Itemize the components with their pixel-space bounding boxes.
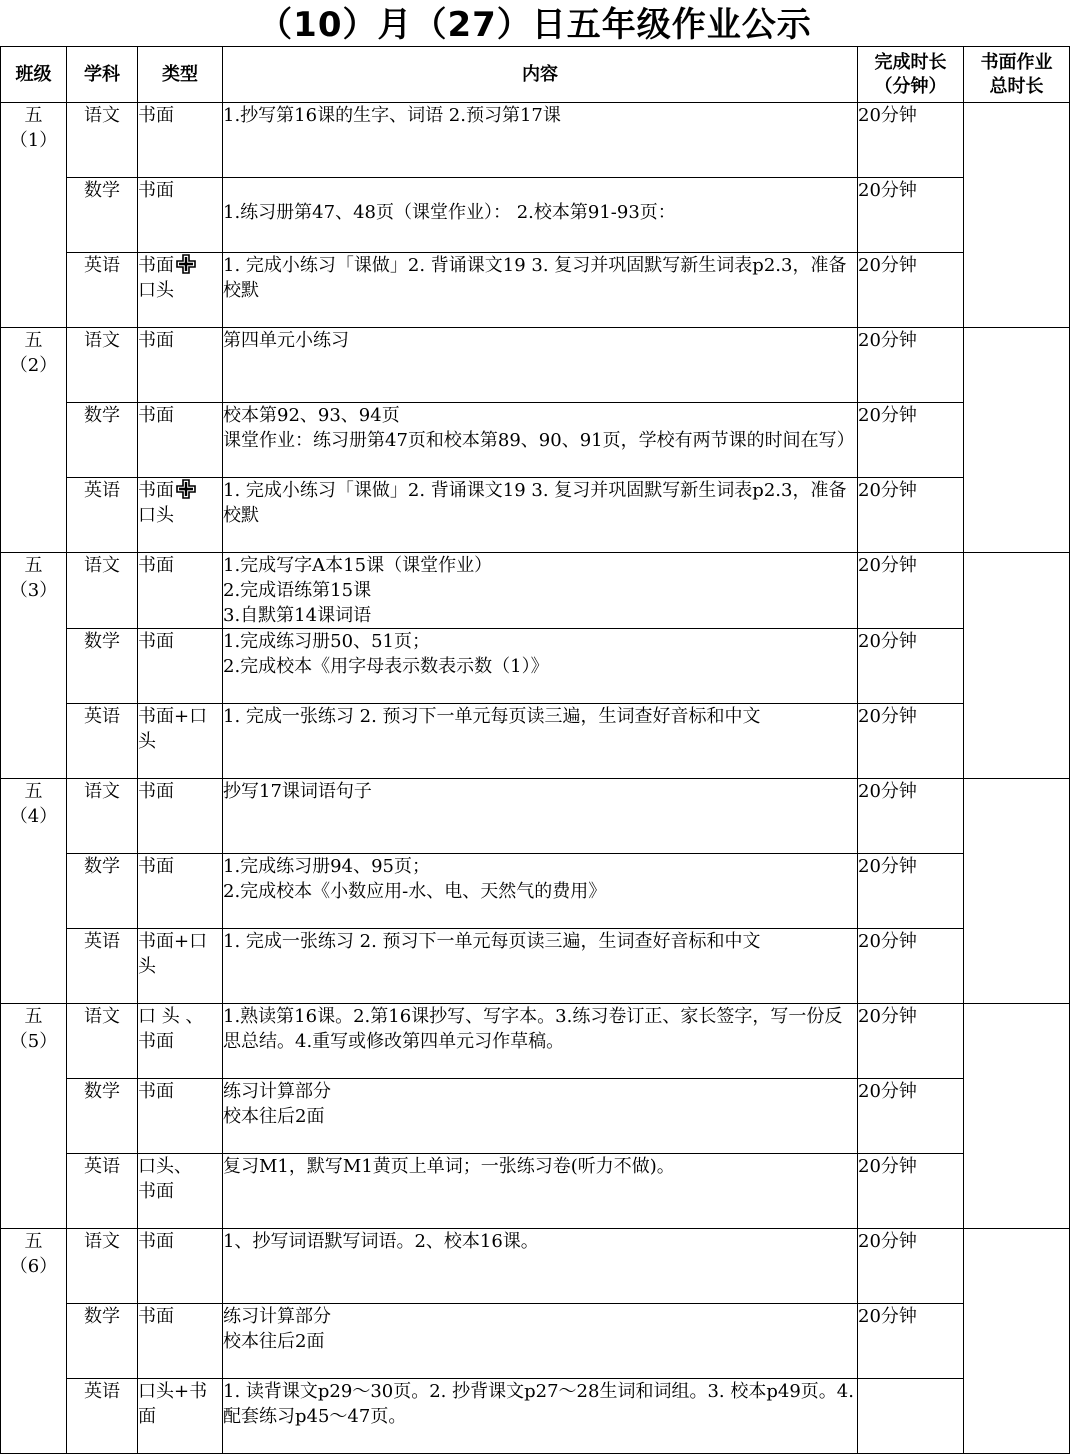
header-duration [858,47,964,103]
header-total-line2: 总时长 [989,75,1044,97]
duration-cell: 20分钟 [858,178,964,253]
table-row [1,854,1070,929]
duration-cell: 20分钟 [858,103,964,178]
table-row [1,103,1070,178]
content-line: 练习计算部分 [223,1306,331,1327]
content-line: 校本往后2面 [223,1106,325,1127]
table-row [1,403,1070,478]
duration-cell: 20分钟 [858,403,964,478]
class-grade: 五 [24,1231,43,1252]
content-cell [223,629,858,704]
type-line: 口头+书面 [138,1381,208,1427]
content-line: 1. 完成一张练习 2. 预习下一单元每页读三遍，生词查好音标和中文 [223,931,761,952]
duration-cell: 20分钟 [858,553,964,629]
duration-cell: 20分钟 [858,1304,964,1379]
content-line: 3.自默第14课词语 [223,605,372,626]
content-cell [223,854,858,929]
subject-cell: 数学 [67,1079,138,1154]
class-cell [1,103,67,328]
table-row [1,1379,1070,1454]
duration-cell: 20分钟 [858,478,964,553]
class-grade: 五 [24,555,43,576]
type-line: 书面 [138,555,174,576]
type-line: 书面 [138,180,174,201]
duration-cell: 20分钟 [858,704,964,779]
type-cell [138,403,223,478]
table-row [1,1304,1070,1379]
table-row [1,629,1070,704]
type-text: 书面 [138,255,174,276]
header-class: 班级 [1,47,67,103]
class-number: （1） [9,130,58,151]
subject-cell: 英语 [67,253,138,328]
type-line: 书面 [138,1031,174,1052]
subject-cell: 数学 [67,854,138,929]
table-row [1,1004,1070,1079]
table-row [1,1229,1070,1304]
content-cell [223,1154,858,1229]
table-row [1,328,1070,403]
content-line: 2.完成校本《用字母表示数表示数（1）》 [223,656,549,677]
subject-cell: 英语 [67,704,138,779]
type-cell [138,553,223,629]
header-subject: 学科 [67,47,138,103]
subject-cell: 英语 [67,478,138,553]
content-line: 第四单元小练习 [223,330,349,351]
content-line: 1.完成练习册94、95页； [223,856,430,877]
type-line: 书面+口头 [138,706,208,752]
type-line: 书面 [138,105,174,126]
content-line: 1. 完成小练习「课做」2. 背诵课文19 3. 复习并巩固默写新生词表p2.3，准备校默 [223,255,847,301]
class-number: （2） [9,355,58,376]
table-row [1,929,1070,1004]
class-grade: 五 [24,330,43,351]
content-cell [223,553,858,629]
content-line: 1.熟读第16课。2.第16课抄写、写字本。3.练习卷订正、家长签字，写一份反思总结。4.重写或修改第四单元习作草稿。 [223,1006,843,1052]
table-body [1,103,1070,1454]
content-cell [223,1004,858,1079]
header-duration-line2: （分钟） [874,75,947,97]
content-line: 1. 完成小练习「课做」2. 背诵课文19 3. 复习并巩固默写新生词表p2.3，准备校默 [223,480,847,526]
duration-cell: 20分钟 [858,929,964,1004]
content-cell [223,929,858,1004]
type-line [138,253,222,278]
content-cell [223,1304,858,1379]
type-line: 书面 [138,1231,174,1252]
content-cell [223,1229,858,1304]
content-line: 1.抄写第16课的生字、词语 2.预习第17课 [223,105,561,126]
class-cell [1,779,67,1004]
header-duration-line1: 完成时长 [874,51,947,73]
class-grade: 五 [24,105,43,126]
content-line: 课堂作业：练习册第47页和校本第89、90、91页，学校有两节课的时间在写） [223,430,855,451]
content-cell [223,779,858,854]
total-cell [964,553,1070,779]
content-cell [223,178,858,253]
subject-cell: 语文 [67,553,138,629]
content-line: 1、抄写词语默写词语。2、校本16课。 [223,1231,539,1252]
duration-cell: 20分钟 [858,1154,964,1229]
type-line: 书面 [138,330,174,351]
type-line: 书面 [138,1181,174,1202]
content-cell [223,1379,858,1454]
duration-cell [858,1379,964,1454]
type-line: 口 头 、 [138,1006,204,1027]
header-total-line1: 书面作业 [980,51,1053,73]
content-line: 复习M1，默写M1黄页上单词；一张练习卷(听力不做)。 [223,1156,675,1177]
subject-cell: 数学 [67,629,138,704]
content-line: 2.完成语练第15课 [223,580,372,601]
content-cell [223,478,858,553]
header-content: 内容 [223,47,858,103]
content-line: 1.练习册第47、48页（课堂作业）： 2.校本第91-93页： [223,202,676,223]
subject-cell: 英语 [67,1379,138,1454]
homework-table [0,46,1070,1454]
content-line: 1. 完成一张练习 2. 预习下一单元每页读三遍，生词查好音标和中文 [223,706,761,727]
header-row [1,47,1070,103]
type-line: 书面 [138,405,174,426]
class-cell [1,1229,67,1454]
type-cell [138,629,223,704]
table-row [1,253,1070,328]
class-cell [1,328,67,553]
type-cell [138,478,223,553]
type-cell [138,779,223,854]
page-title: （10）月（27）日五年级作业公示 [258,5,812,45]
type-line: 书面 [138,1081,174,1102]
type-cell [138,1304,223,1379]
type-line: 书面+口头 [138,931,208,977]
table-row [1,553,1070,629]
table-row [1,1154,1070,1229]
content-line: 抄写17课词语句子 [223,781,372,802]
type-cell [138,704,223,779]
type-cell [138,103,223,178]
content-line: 1.完成练习册50、51页； [223,631,430,652]
content-line: 2.完成校本《小数应用-水、电、天然气的费用》 [223,881,607,902]
subject-cell: 语文 [67,328,138,403]
content-cell [223,1079,858,1154]
type-cell [138,1079,223,1154]
subject-cell: 英语 [67,929,138,1004]
class-cell [1,1004,67,1229]
type-cell [138,854,223,929]
header-type: 类型 [138,47,223,103]
content-cell [223,403,858,478]
table-row [1,779,1070,854]
content-line: 校本第92、93、94页 [223,405,400,426]
class-number: （4） [9,806,58,827]
table-row [1,178,1070,253]
subject-cell: 语文 [67,103,138,178]
duration-cell: 20分钟 [858,854,964,929]
total-cell [964,328,1070,553]
duration-cell: 20分钟 [858,328,964,403]
subject-cell: 语文 [67,1004,138,1079]
plus-icon [176,479,196,499]
type-text: 书面 [138,480,174,501]
duration-cell: 20分钟 [858,779,964,854]
type-cell [138,1229,223,1304]
content-cell [223,103,858,178]
type-line: 书面 [138,1306,174,1327]
type-cell [138,1154,223,1229]
class-number: （5） [9,1031,58,1052]
type-line: 书面 [138,631,174,652]
content-cell [223,704,858,779]
subject-cell: 数学 [67,178,138,253]
content-line: 练习计算部分 [223,1081,331,1102]
duration-cell: 20分钟 [858,1004,964,1079]
class-number: （6） [9,1256,58,1277]
duration-cell: 20分钟 [858,253,964,328]
class-grade: 五 [24,1006,43,1027]
table-row [1,1079,1070,1154]
total-cell [964,103,1070,328]
subject-cell: 数学 [67,403,138,478]
content-line: 校本往后2面 [223,1331,325,1352]
total-cell [964,779,1070,1004]
table-row [1,704,1070,779]
content-cell [223,253,858,328]
type-line: 书面 [138,856,174,877]
type-line: 口头、 [138,1156,192,1177]
duration-cell: 20分钟 [858,1229,964,1304]
content-cell [223,328,858,403]
type-cell [138,1379,223,1454]
subject-cell: 数学 [67,1304,138,1379]
type-line: 书面 [138,781,174,802]
total-cell [964,1229,1070,1454]
type-cell [138,178,223,253]
subject-cell: 语文 [67,779,138,854]
total-cell [964,1004,1070,1229]
type-line [138,478,222,503]
class-cell [1,553,67,779]
type-cell [138,929,223,1004]
type-line: 口头 [138,280,174,301]
type-cell [138,1004,223,1079]
table-row [1,478,1070,553]
duration-cell: 20分钟 [858,1079,964,1154]
plus-icon [176,254,196,274]
type-cell [138,253,223,328]
content-line: 1.完成写字A本15课（课堂作业） [223,555,493,576]
type-line: 口头 [138,505,174,526]
duration-cell: 20分钟 [858,629,964,704]
header-total [964,47,1070,103]
type-cell [138,328,223,403]
class-grade: 五 [24,781,43,802]
subject-cell: 英语 [67,1154,138,1229]
content-line: 1. 读背课文p29～30页。2. 抄背课文p27～28生词和词组。3. 校本p49页。4. 配套练习p45～47页。 [223,1381,854,1427]
subject-cell: 语文 [67,1229,138,1304]
class-number: （3） [9,580,58,601]
